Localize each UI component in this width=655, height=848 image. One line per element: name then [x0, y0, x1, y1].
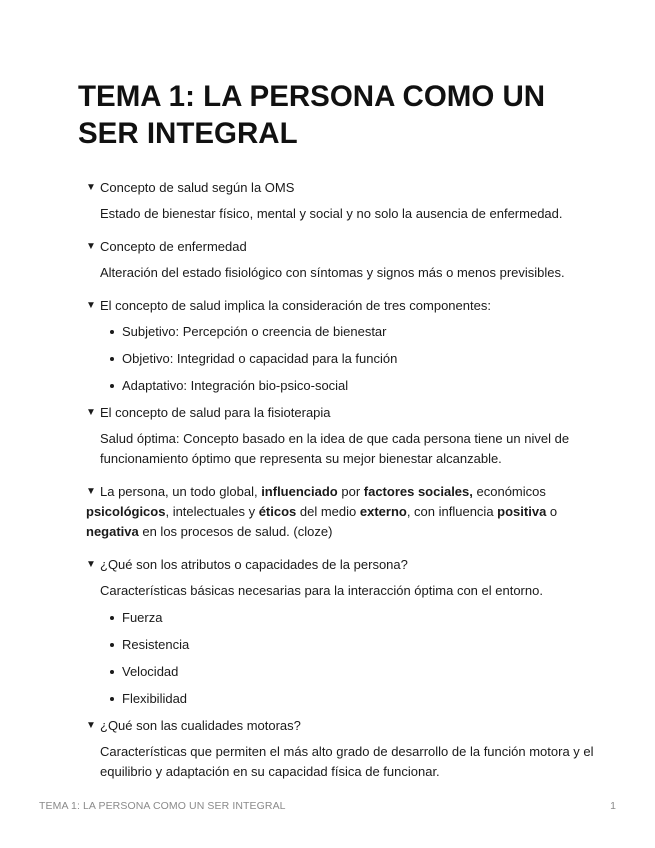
toggle-triangle-icon[interactable]: ▼	[86, 486, 96, 497]
toggle-header[interactable]	[86, 555, 596, 575]
toggle-heading: ¿Qué son las cualidades motoras?	[100, 718, 301, 733]
bold-text: influenciado	[261, 484, 338, 499]
rich-text: del medio	[296, 504, 360, 519]
toggle-section	[86, 555, 596, 709]
toggle-triangle-icon[interactable]: ▼	[86, 720, 96, 731]
footer-title: TEMA 1: LA PERSONA COMO UN SER INTEGRAL	[39, 800, 286, 812]
toggle-body: Características básicas necesarias para la interacción óptima con el entorno.	[100, 583, 543, 598]
toggle-heading: El concepto de salud para la fisioterapia	[100, 405, 331, 420]
page-title: TEMA 1: LA PERSONA COMO UN SER INTEGRAL	[78, 80, 546, 150]
toggle-heading: ¿Qué son los atributos o capacidades de la persona?	[100, 557, 408, 572]
bold-text: externo	[359, 504, 407, 519]
toggle-body: Estado de bienestar físico, mental y social y no solo la ausencia de enfermedad.	[100, 206, 563, 221]
toggle-section	[86, 716, 596, 782]
rich-paragraph	[86, 482, 596, 542]
bold-text: negativa	[86, 524, 139, 539]
toggle-section	[86, 178, 596, 224]
bold-text: positiva	[497, 504, 547, 519]
toggle-section	[86, 403, 596, 469]
list-item: Subjetivo: Percepción o creencia de bienestar	[108, 322, 596, 342]
toggle-triangle-icon[interactable]: ▼	[86, 559, 96, 570]
list-item: Objetivo: Integridad o capacidad para la función	[108, 349, 596, 369]
toggle-body: Características que permiten el más alto grado de desarrollo de la función motora y el equilibrio y adaptación en su capacidad física de funcionar.	[100, 744, 594, 779]
toggle-heading: Concepto de salud según la OMS	[100, 180, 295, 195]
toggle-body: Salud óptima: Concepto basado en la idea de que cada persona tiene un nivel de funcionamiento óptimo que representa su mejor bienestar alcanzable.	[100, 431, 570, 466]
toggle-triangle-icon[interactable]: ▼	[86, 241, 96, 252]
rich-text: o	[546, 504, 558, 519]
rich-text: La persona, un todo global,	[100, 484, 262, 499]
toggle-triangle-icon[interactable]: ▼	[86, 300, 96, 311]
toggle-section	[86, 296, 596, 396]
toggle-section	[86, 237, 596, 283]
bold-text: factores sociales,	[363, 484, 473, 499]
rich-text: , con influencia	[406, 504, 498, 519]
toggle-triangle-icon[interactable]: ▼	[86, 407, 96, 418]
content-body	[86, 178, 596, 789]
list-item: Fuerza	[108, 608, 596, 628]
bullet-list	[86, 322, 596, 396]
toggle-header[interactable]	[86, 716, 596, 736]
rich-text: , intelectuales y	[165, 504, 259, 519]
toggle-triangle-icon[interactable]: ▼	[86, 182, 96, 193]
list-item: Adaptativo: Integración bio-psico-social	[108, 376, 596, 396]
toggle-header[interactable]	[86, 178, 596, 198]
list-item: Velocidad	[108, 662, 596, 682]
toggle-body: Alteración del estado fisiológico con síntomas y signos más o menos previsibles.	[100, 265, 565, 280]
toggle-heading: Concepto de enfermedad	[100, 239, 247, 254]
toggle-header[interactable]	[86, 237, 596, 257]
rich-text: en los procesos de salud. (cloze)	[138, 524, 333, 539]
toggle-header[interactable]	[86, 403, 596, 423]
list-item: Flexibilidad	[108, 689, 596, 709]
bullet-list	[86, 608, 596, 709]
list-item: Resistencia	[108, 635, 596, 655]
page-number: 1	[610, 800, 616, 812]
toggle-heading: El concepto de salud implica la consideración de tres componentes:	[100, 298, 491, 313]
rich-text: por	[337, 484, 364, 499]
toggle-header[interactable]	[86, 296, 596, 316]
rich-text: económicos	[472, 484, 546, 499]
bold-text: éticos	[258, 504, 297, 519]
bold-text: psicológicos	[86, 504, 166, 519]
